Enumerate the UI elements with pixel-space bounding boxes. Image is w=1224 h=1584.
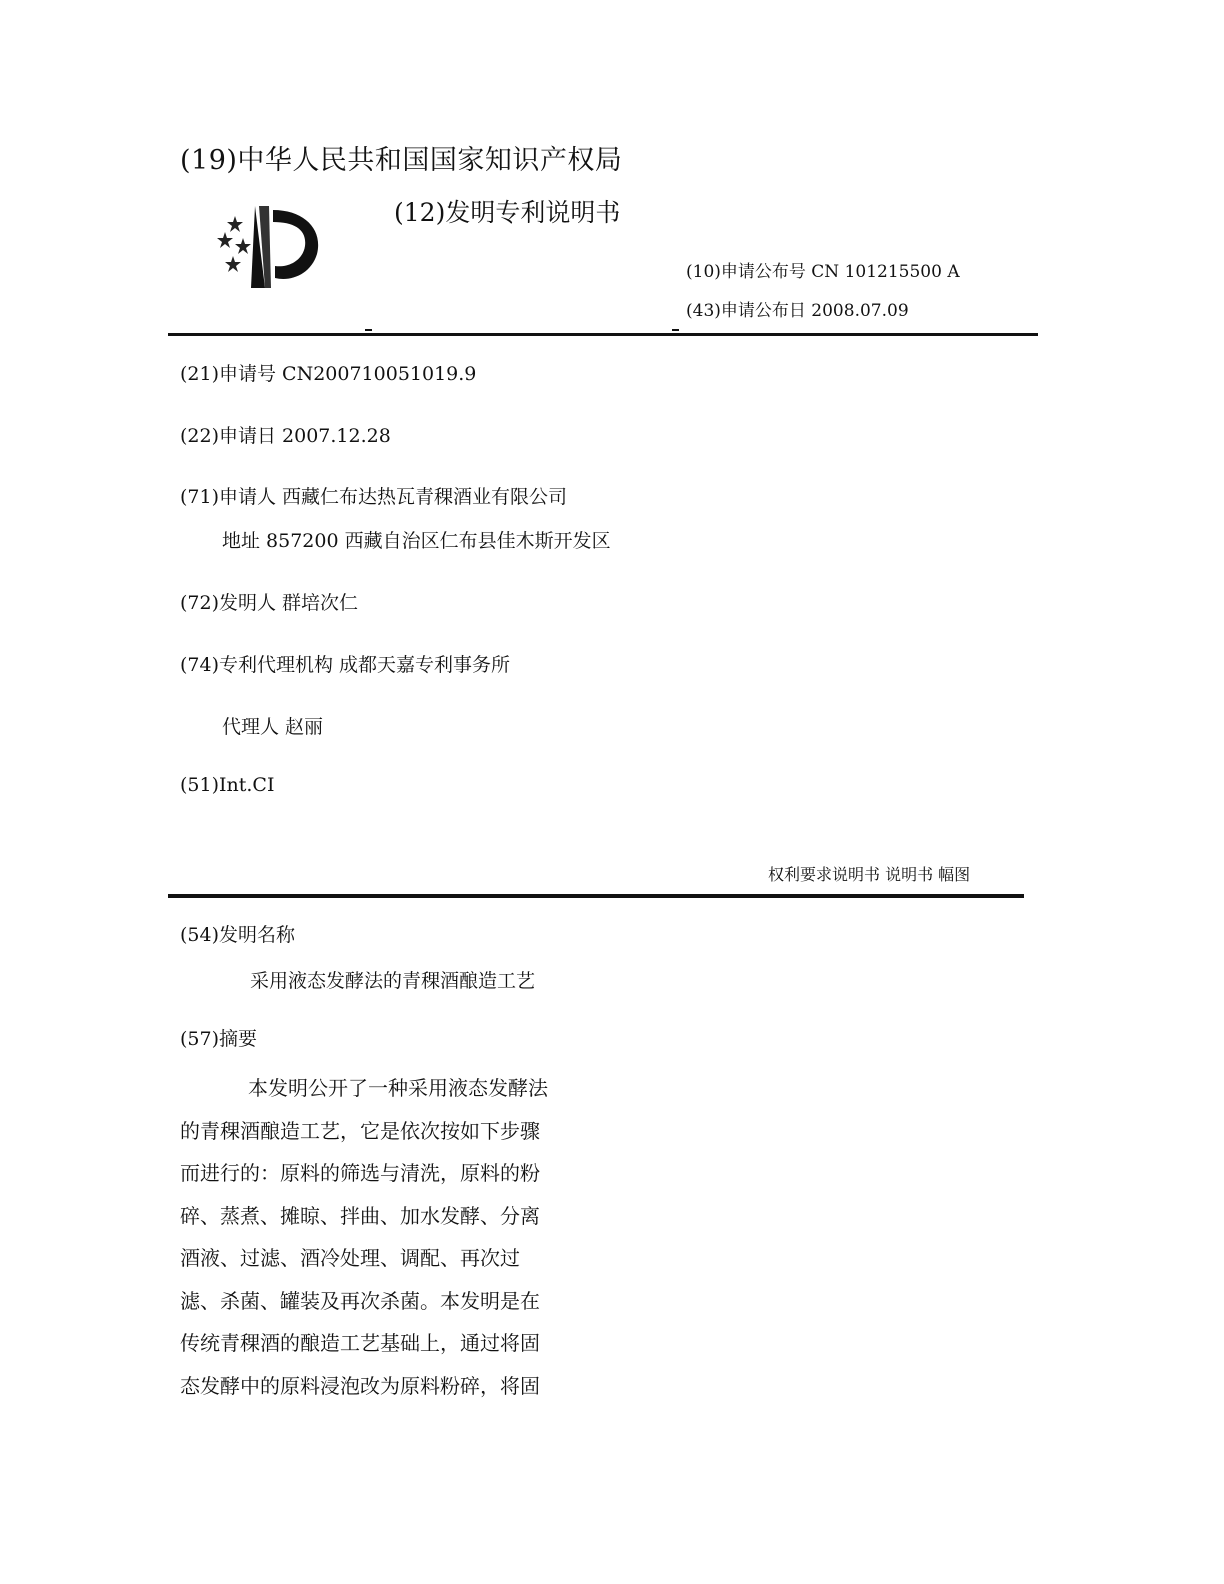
invention-title-label: (54)发明名称 [180, 924, 296, 946]
abstract-line: 本发明公开了一种采用液态发酵法 [248, 1076, 548, 1100]
abstract-label: (57)摘要 [180, 1028, 258, 1050]
section-divider [168, 894, 1024, 898]
divider-tick [365, 329, 372, 331]
document-links[interactable]: 权利要求说明书 说明书 幅图 [768, 865, 971, 884]
inventor: (72)发明人 群培次仁 [180, 592, 359, 614]
invention-title: 采用液态发酵法的青稞酒酿造工艺 [250, 970, 536, 992]
abstract-line: 传统青稞酒的酿造工艺基础上，通过将固 [180, 1331, 540, 1355]
abstract-line: 的青稞酒酿造工艺，它是依次按如下步骤 [180, 1118, 540, 1143]
header-divider [168, 333, 1038, 336]
abstract-line: 态发酵中的原料浸泡改为原料粉碎，将固 [180, 1373, 540, 1398]
document-type: (12)发明专利说明书 [394, 198, 621, 227]
abstract-body [180, 1067, 580, 1407]
application-date: (22)申请日 2007.12.28 [180, 425, 391, 447]
publication-date: (43)申请公布日 2008.07.09 [686, 301, 909, 321]
publication-number: (10)申请公布号 CN 101215500 A [686, 262, 960, 282]
patent-office-logo [205, 198, 333, 302]
int-classification: (51)Int.CI [180, 774, 275, 796]
abstract-line: 滤、杀菌、罐装及再次杀菌。本发明是在 [180, 1288, 540, 1313]
abstract-line: 而进行的：原料的筛选与清洗，原料的粉 [180, 1161, 540, 1185]
office-name: (19)中华人民共和国国家知识产权局 [180, 145, 623, 176]
patent-agent: 代理人 赵丽 [222, 716, 324, 738]
application-number: (21)申请号 CN200710051019.9 [180, 363, 477, 385]
applicant-address: 地址 857200 西藏自治区仁布县佳木斯开发区 [222, 530, 611, 552]
divider-tick [672, 329, 679, 331]
applicant: (71)申请人 西藏仁布达热瓦青稞酒业有限公司 [180, 486, 568, 508]
abstract-line: 碎、蒸煮、摊晾、拌曲、加水发酵、分离 [180, 1203, 540, 1228]
abstract-line: 酒液、过滤、酒冷处理、调配、再次过 [180, 1246, 520, 1270]
patent-agency: (74)专利代理机构 成都天嘉专利事务所 [180, 654, 511, 676]
